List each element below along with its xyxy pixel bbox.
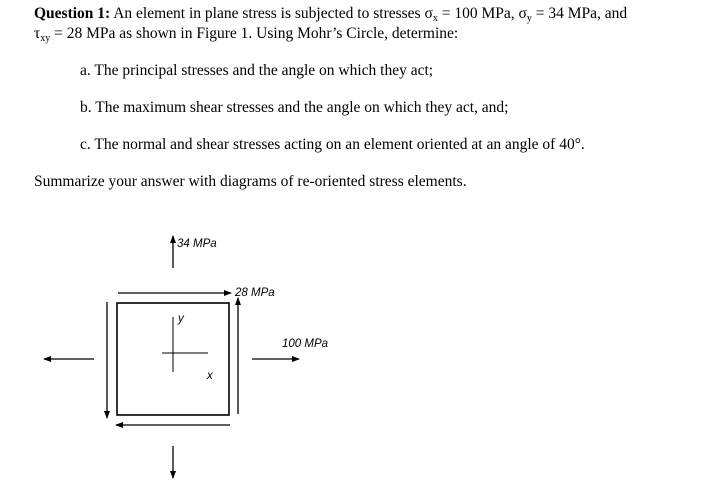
question-label: Question 1: <box>34 5 111 22</box>
list-item-marker: b. <box>80 99 92 116</box>
tau-xy-value: = 28 MPa as shown in Figure 1. Using Mohr’s Circle, determine: <box>50 25 459 42</box>
list-item-marker: a. <box>80 62 91 79</box>
y-axis-label: y <box>178 313 184 325</box>
sigma-y-value: = 34 MPa, and <box>531 5 628 22</box>
sigma-x-value: = 100 MPa, σ <box>437 5 527 22</box>
question-text-part-1: An element in plane stress is subjected to stresses σ <box>110 5 433 22</box>
list-item-text: The maximum shear stresses and the angle on which they act, and; <box>95 99 509 116</box>
list-item-text: The principal stresses and the angle on which they act; <box>94 62 434 79</box>
sigma-x-label: 100 MPa <box>282 338 329 350</box>
list-item-text: The normal and shear stresses acting on an element oriented at an angle of 40°. <box>94 136 585 153</box>
summary-text: Summarize your answer with diagrams of re-oriented stress elements. <box>34 173 467 190</box>
tau-xy-subscript: xy <box>40 33 51 44</box>
tau-label: 28 MPa <box>235 287 275 299</box>
sigma-y-label: 34 MPa <box>177 238 217 250</box>
sigma-y-subscript: y <box>526 13 532 24</box>
list-item-marker: c. <box>80 136 91 153</box>
sigma-x-subscript: x <box>432 13 438 24</box>
tau-symbol: τ <box>34 25 41 42</box>
x-axis-label: x <box>207 370 213 382</box>
